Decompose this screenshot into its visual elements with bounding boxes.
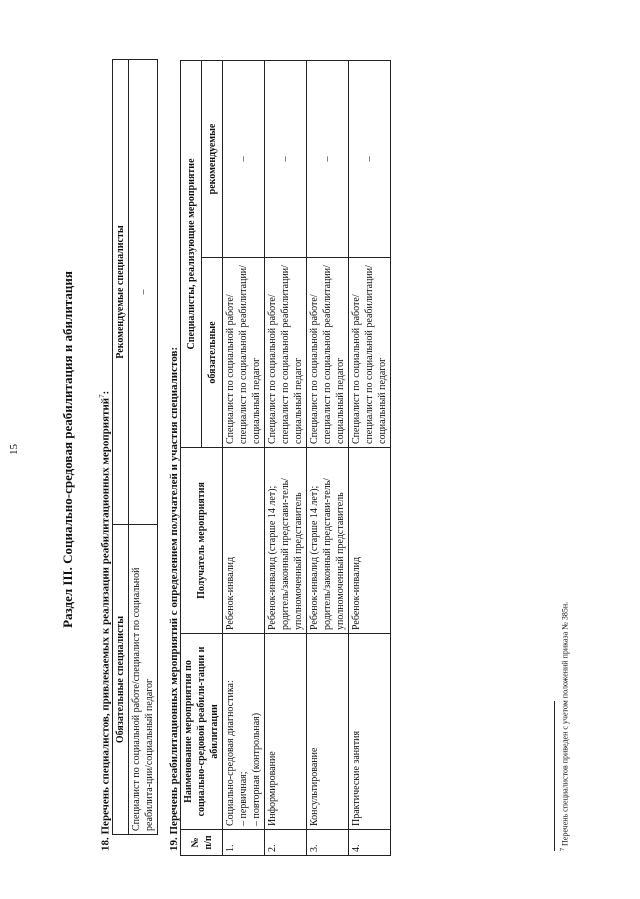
row-recipient: Ребенок-инвалид — [349, 448, 391, 634]
row-subitem: – повторная (контрольная) — [251, 712, 262, 826]
table-row — [349, 61, 391, 856]
row-activity-name: Консультирование — [307, 634, 349, 830]
row-num: 3. — [307, 830, 349, 856]
recommended-specialists-header: Рекомендуемые специалисты — [113, 60, 129, 525]
heading-18-suffix: : — [99, 390, 112, 395]
activity-name-header: Наименование мероприятия по социально-средовой реабили-тации и абилитации — [181, 634, 223, 830]
section-title: Раздел III. Социально-средовая реабилитация и абилитация — [60, 271, 75, 628]
heading-18 — [98, 391, 112, 851]
footnote-text: Перечень специалистов приведен с учетом положений приказа № 385н. — [560, 601, 570, 846]
specialists-table — [112, 59, 158, 835]
row-activity-title: Социально-средовая диагностика: — [225, 680, 236, 826]
page-number: 15 — [8, 444, 20, 455]
mandatory-header: обязательные — [202, 258, 223, 448]
heading-18-text: 18. Перечень специалистов, привлекаемых к реализации реабилитационных мероприятий — [99, 397, 112, 851]
table-row — [223, 61, 265, 856]
row-subitem: – первичная; — [238, 771, 249, 826]
recommended-specialists-cell: – — [129, 60, 158, 525]
row-recommended: – — [349, 61, 391, 258]
row-num: 1. — [223, 830, 265, 856]
row-recipient: Ребенок-инвалид (старше 14 лет); родитель/законный представи-тель/уполномоченный представитель — [265, 448, 307, 634]
row-mandatory: Специалист по социальной работе/специалист по социальной реабилитации/социальный педагог — [349, 258, 391, 448]
heading-18-footnote-mark: 7 — [98, 394, 106, 398]
footnote-mark: 7 — [560, 848, 566, 851]
row-mandatory: Специалист по социальной работе/специалист по социальной реабилитации/социальный педагог — [265, 258, 307, 448]
activities-table — [180, 60, 391, 856]
specialists-header: Специалисты, реализующие мероприятие — [181, 61, 202, 448]
row-activity-name: Информирование — [265, 634, 307, 830]
num-header: № п/п — [181, 830, 223, 856]
table-row — [307, 61, 349, 856]
recipient-header: Получатель мероприятия — [181, 448, 223, 634]
row-activity-name — [223, 634, 265, 830]
specialists-table-row — [129, 60, 158, 835]
row-recipient: Ребенок-инвалид (старше 14 лет); родитель/законный представи-тель/уполномоченный представитель — [307, 448, 349, 634]
heading-19: 19. Перечень реабилитационных мероприятий с определением получателей и участия специалистов: — [168, 346, 180, 851]
row-recommended: – — [265, 61, 307, 258]
activities-table-header-row — [181, 61, 202, 856]
row-recommended: – — [307, 61, 349, 258]
row-recommended: – — [223, 61, 265, 258]
row-recipient: Ребенок-инвалид — [223, 448, 265, 634]
row-mandatory: Специалист по социальной работе/специалист по социальной реабилитации/социальный педагог — [307, 258, 349, 448]
row-mandatory: Специалист по социальной работе/специалист по социальной реабилитации/социальный педагог — [223, 258, 265, 448]
row-activity-name: Практические занятия — [349, 634, 391, 830]
specialists-table-header-row — [113, 60, 129, 835]
recommended-header: рекомендуемые — [202, 61, 223, 258]
row-num: 4. — [349, 830, 391, 856]
table-row — [265, 61, 307, 856]
mandatory-specialists-cell: Специалист по социальной работе/специалист по социальной реабилита-ции/социальный педагог — [129, 525, 158, 835]
row-num: 2. — [265, 830, 307, 856]
footnote — [560, 602, 570, 851]
footnote-separator — [554, 701, 555, 851]
mandatory-specialists-header: Обязательные специалисты — [113, 525, 129, 835]
